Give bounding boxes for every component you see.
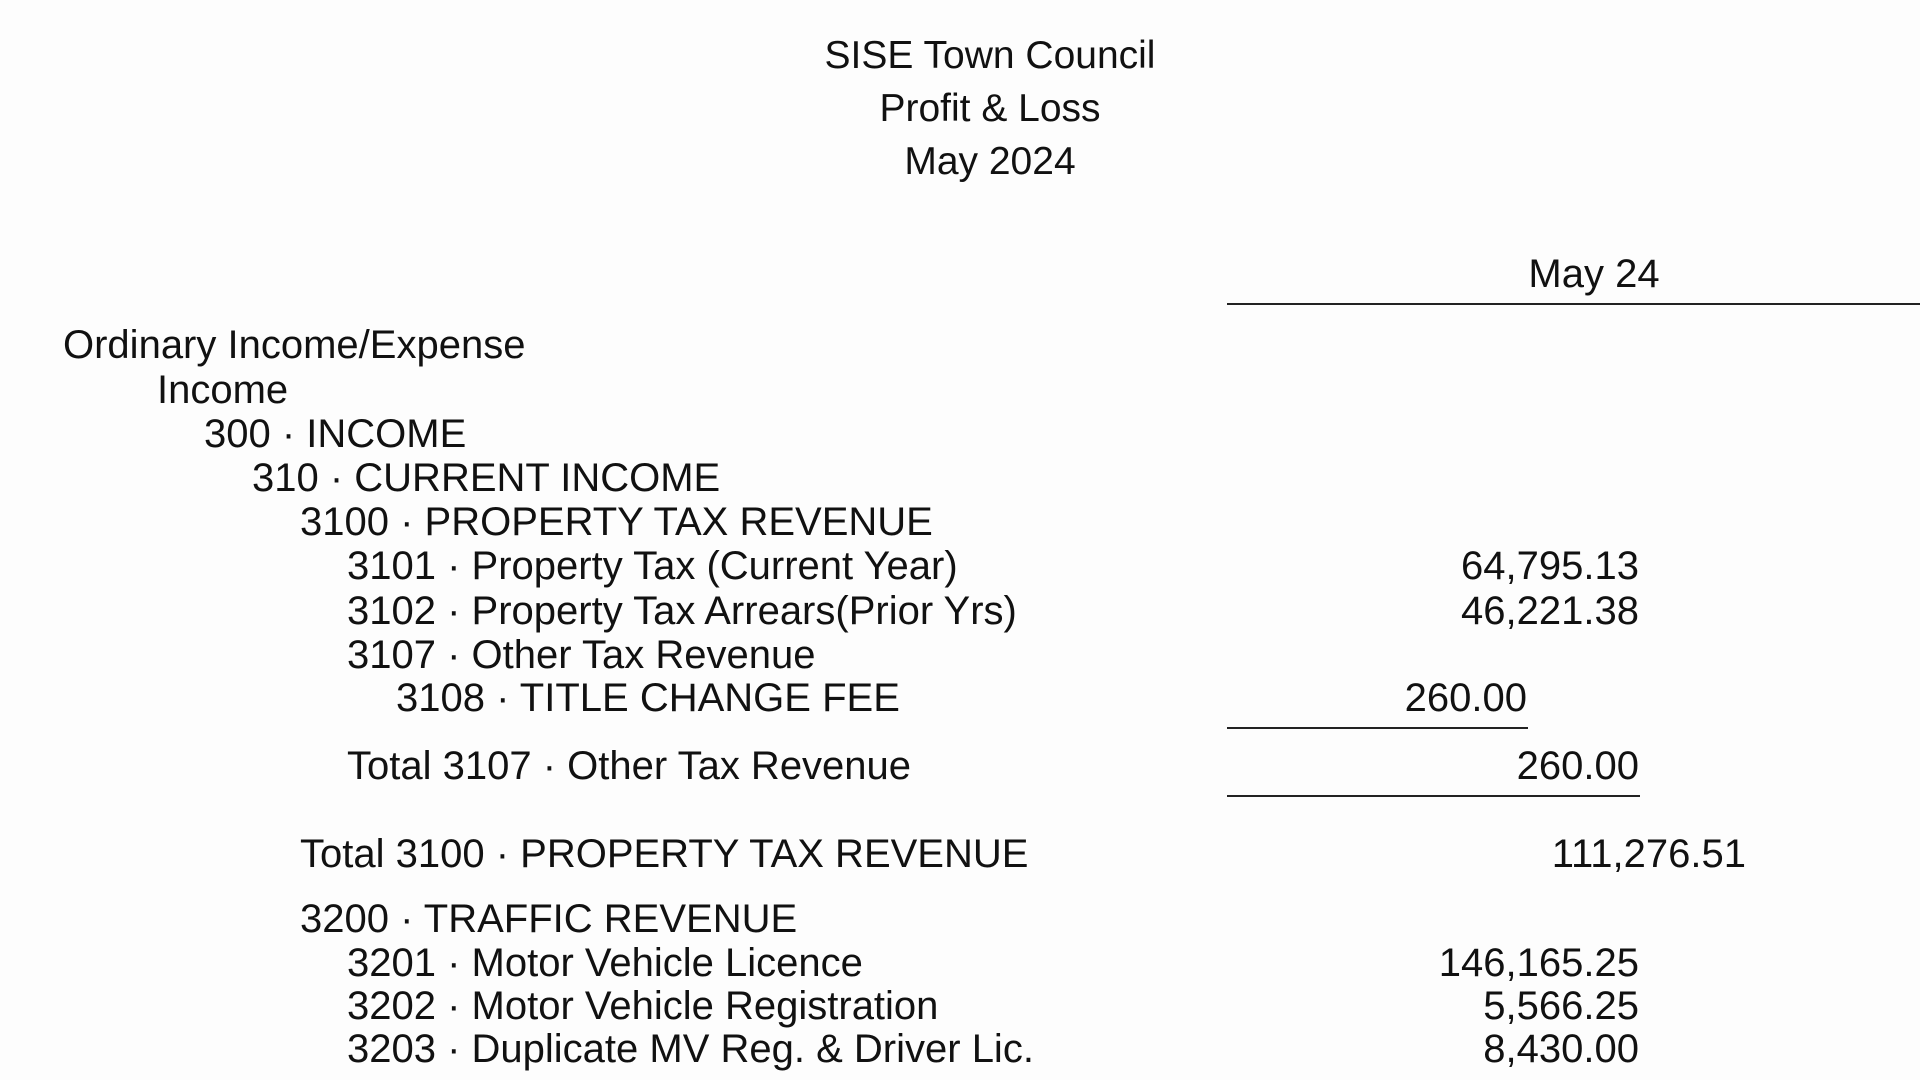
column-header: May 24 xyxy=(1528,252,1660,296)
total-3107-amount: 260.00 xyxy=(1516,744,1639,788)
account-3102-label: 3102 · Property Tax Arrears(Prior Yrs) xyxy=(347,589,1017,633)
column-header-rule xyxy=(1227,303,1920,305)
total-3100-label: Total 3100 · PROPERTY TAX REVENUE xyxy=(300,832,1029,876)
account-3202-amount: 5,566.25 xyxy=(1483,984,1639,1028)
total-3107-label: Total 3107 · Other Tax Revenue xyxy=(347,744,912,788)
report-title: Profit & Loss xyxy=(879,87,1101,130)
account-3101-label: 3101 · Property Tax (Current Year) xyxy=(347,544,958,588)
report-period: May 2024 xyxy=(904,140,1076,183)
account-3108-label: 3108 · TITLE CHANGE FEE xyxy=(396,676,900,720)
organization-name: SISE Town Council xyxy=(824,34,1156,77)
account-3200-label: 3200 · TRAFFIC REVENUE xyxy=(300,897,798,941)
account-3201-label: 3201 · Motor Vehicle Licence xyxy=(347,941,863,985)
section-ordinary-income-expense: Ordinary Income/Expense xyxy=(63,323,526,367)
account-300-label: 300 · INCOME xyxy=(204,412,467,456)
account-3107-label: 3107 · Other Tax Revenue xyxy=(347,633,816,677)
account-3102-amount: 46,221.38 xyxy=(1461,589,1639,633)
total-3100-amount: 111,276.51 xyxy=(1551,832,1746,876)
account-3108-amount: 260.00 xyxy=(1404,676,1527,720)
account-3201-amount: 146,165.25 xyxy=(1438,941,1639,985)
subtotal-rule-3108 xyxy=(1227,727,1528,729)
subtotal-rule-3107 xyxy=(1227,795,1640,797)
section-income: Income xyxy=(157,368,289,412)
account-3202-label: 3202 · Motor Vehicle Registration xyxy=(347,984,939,1028)
account-3101-amount: 64,795.13 xyxy=(1461,544,1639,588)
account-3203-amount: 8,430.00 xyxy=(1483,1027,1639,1071)
account-310-label: 310 · CURRENT INCOME xyxy=(252,456,721,500)
account-3100-label: 3100 · PROPERTY TAX REVENUE xyxy=(300,500,933,544)
account-3203-label: 3203 · Duplicate MV Reg. & Driver Lic. xyxy=(347,1027,1034,1071)
